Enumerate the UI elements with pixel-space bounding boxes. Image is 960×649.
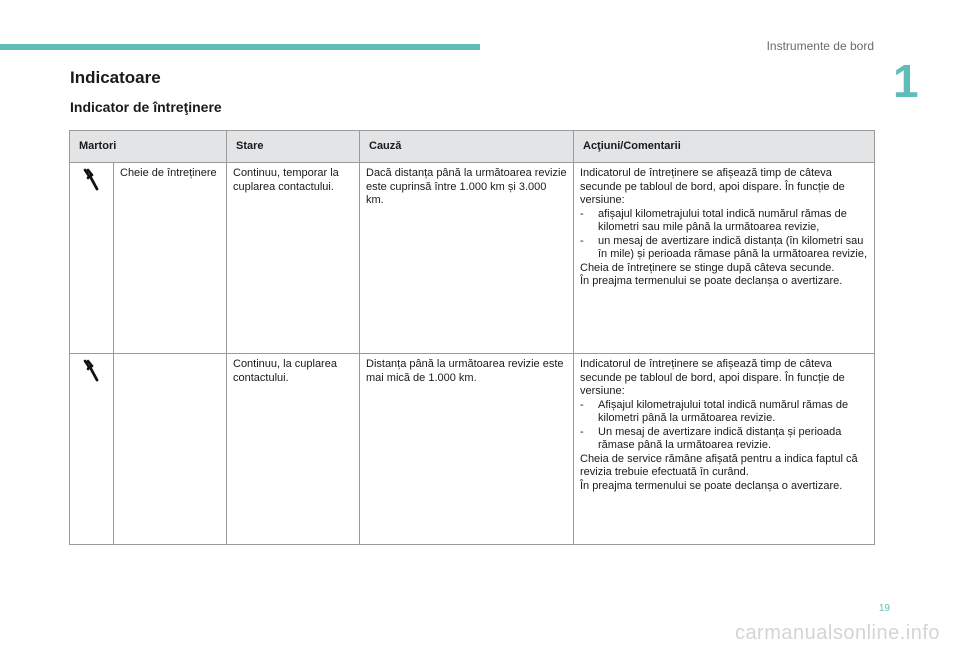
cauza-cell: Distanța până la următoarea revizie este mai mică de 1.000 km. xyxy=(360,354,574,545)
header-actiuni: Acţiuni/Comentarii xyxy=(574,131,875,163)
list-item: - Un mesaj de avertizare indică distanța și perioada rămase până la următoarea revizie. xyxy=(580,426,868,453)
actiuni-list xyxy=(580,399,868,453)
table-row xyxy=(70,163,875,354)
header-stare: Stare xyxy=(227,131,360,163)
wrench-icon xyxy=(81,358,103,384)
chapter-number: 1 xyxy=(893,55,919,107)
chapter-title: Instrumente de bord xyxy=(766,39,874,53)
martori-cell: Cheie de întreținere xyxy=(114,163,227,354)
actiuni-note: În preajma termenului se poate declanșa o avertizare. xyxy=(580,479,843,492)
actiuni-intro: Indicatorul de întreținere se afișează timp de câteva secunde pe tabloul de bord, apoi dispare. În funcție de versiune: xyxy=(580,358,845,397)
actiuni-intro: Indicatorul de întreținere se afișează timp de câteva secunde pe tabloul de bord, apoi dispare. În funcție de versiune: xyxy=(580,167,845,206)
cauza-cell: Dacă distanța până la următoarea revizie este cuprinsă între 1.000 km și 3.000 km. xyxy=(360,163,574,354)
page-title: Indicatoare xyxy=(70,68,161,87)
watermark: carmanualsonline.info xyxy=(734,622,940,644)
actiuni-after: Cheia de service rămâne afișată pentru a indica faptul că revizia trebuie efectuată în curând. xyxy=(580,452,858,478)
maintenance-indicator-table xyxy=(69,130,875,545)
list-item: - afișajul kilometrajului total indică numărul rămas de kilometri sau mile până la următoarea revizie, xyxy=(580,208,868,235)
actiuni-list xyxy=(580,208,868,262)
martori-cell xyxy=(114,354,227,545)
table-row xyxy=(70,354,875,545)
list-item: - un mesaj de avertizare indică distanța (în kilometri sau în mile) și perioada rămase până la următoarea revizie, xyxy=(580,235,868,262)
actiuni-after: Cheia de întreținere se stinge după câteva secunde. xyxy=(580,261,835,274)
list-item: - Afișajul kilometrajului total indică numărul rămas de kilometri până la următoarea revizie. xyxy=(580,399,868,426)
icon-cell xyxy=(70,354,114,545)
table-header-row xyxy=(70,131,875,163)
actiuni-cell xyxy=(574,163,875,354)
actiuni-cell xyxy=(574,354,875,545)
stare-cell: Continuu, temporar la cuplarea contactului. xyxy=(227,163,360,354)
stare-cell: Continuu, la cuplarea contactului. xyxy=(227,354,360,545)
icon-cell xyxy=(70,163,114,354)
page-number: 19 xyxy=(878,603,890,614)
header-martori: Martori xyxy=(70,131,227,163)
header-accent-bar xyxy=(0,44,480,50)
actiuni-note: În preajma termenului se poate declanșa o avertizare. xyxy=(580,275,843,287)
section-title: Indicator de întreţinere xyxy=(70,99,222,115)
header-cauza: Cauză xyxy=(360,131,574,163)
wrench-icon xyxy=(81,167,103,193)
